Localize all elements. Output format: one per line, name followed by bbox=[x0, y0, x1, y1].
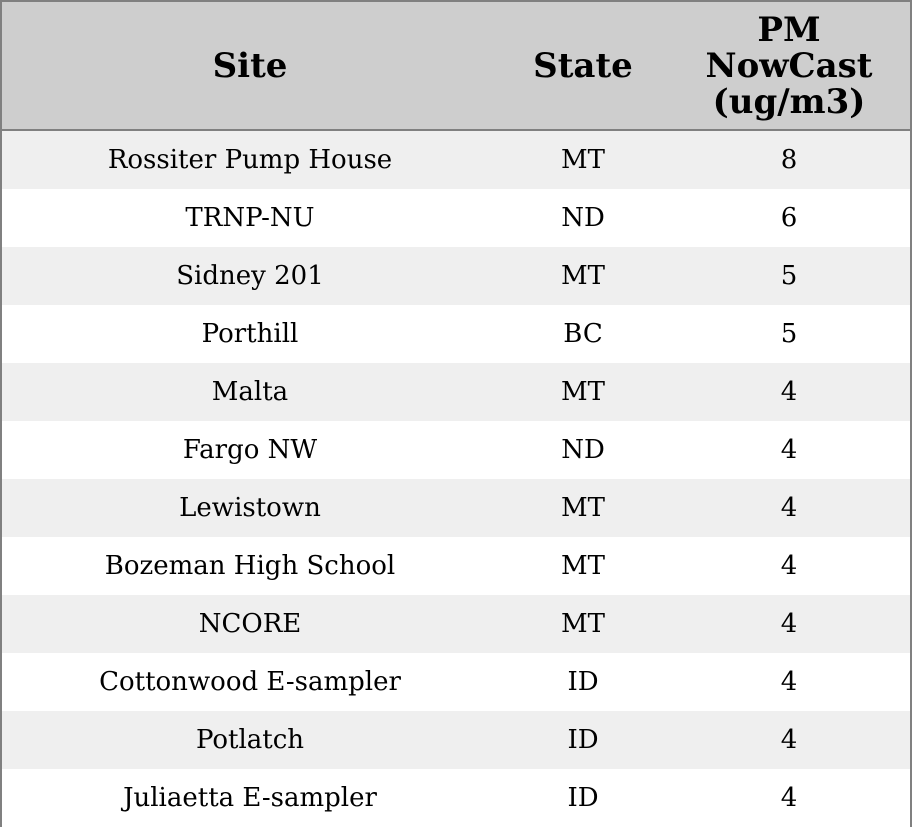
cell-state: MT bbox=[498, 537, 668, 595]
cell-site: TRNP-NU bbox=[2, 189, 498, 247]
cell-state: ND bbox=[498, 421, 668, 479]
cell-state: BC bbox=[498, 305, 668, 363]
cell-state: MT bbox=[498, 479, 668, 537]
table-row bbox=[2, 189, 910, 247]
table-row bbox=[2, 653, 910, 711]
pm-nowcast-table bbox=[2, 2, 910, 827]
cell-state: ND bbox=[498, 189, 668, 247]
cell-pm-nowcast: 4 bbox=[668, 363, 910, 421]
header-row bbox=[2, 2, 910, 130]
cell-pm-nowcast: 4 bbox=[668, 595, 910, 653]
cell-site: Sidney 201 bbox=[2, 247, 498, 305]
cell-site: Rossiter Pump House bbox=[2, 130, 498, 189]
cell-state: ID bbox=[498, 711, 668, 769]
cell-site: Cottonwood E-sampler bbox=[2, 653, 498, 711]
cell-state: MT bbox=[498, 595, 668, 653]
table-row bbox=[2, 769, 910, 827]
table-header bbox=[2, 2, 910, 130]
cell-site: Bozeman High School bbox=[2, 537, 498, 595]
table-row bbox=[2, 479, 910, 537]
cell-site: Fargo NW bbox=[2, 421, 498, 479]
cell-pm-nowcast: 4 bbox=[668, 769, 910, 827]
cell-pm-nowcast: 6 bbox=[668, 189, 910, 247]
cell-pm-nowcast: 8 bbox=[668, 130, 910, 189]
cell-pm-nowcast: 5 bbox=[668, 305, 910, 363]
table-row bbox=[2, 595, 910, 653]
table-row bbox=[2, 537, 910, 595]
cell-pm-nowcast: 4 bbox=[668, 421, 910, 479]
cell-site: Potlatch bbox=[2, 711, 498, 769]
cell-site: NCORE bbox=[2, 595, 498, 653]
table-row bbox=[2, 711, 910, 769]
cell-state: MT bbox=[498, 363, 668, 421]
table-row bbox=[2, 421, 910, 479]
cell-site: Porthill bbox=[2, 305, 498, 363]
cell-site: Lewistown bbox=[2, 479, 498, 537]
cell-state: ID bbox=[498, 769, 668, 827]
column-header-site: Site bbox=[2, 2, 498, 130]
table-row bbox=[2, 247, 910, 305]
table-row bbox=[2, 130, 910, 189]
cell-pm-nowcast: 4 bbox=[668, 479, 910, 537]
cell-pm-nowcast: 4 bbox=[668, 653, 910, 711]
column-header-pm-nowcast: PM NowCast (ug/m3) bbox=[668, 2, 910, 130]
cell-pm-nowcast: 5 bbox=[668, 247, 910, 305]
cell-state: MT bbox=[498, 130, 668, 189]
column-header-state: State bbox=[498, 2, 668, 130]
cell-state: ID bbox=[498, 653, 668, 711]
cell-pm-nowcast: 4 bbox=[668, 711, 910, 769]
cell-pm-nowcast: 4 bbox=[668, 537, 910, 595]
table-row bbox=[2, 305, 910, 363]
cell-site: Malta bbox=[2, 363, 498, 421]
cell-state: MT bbox=[498, 247, 668, 305]
cell-site: Juliaetta E-sampler bbox=[2, 769, 498, 827]
table-row bbox=[2, 363, 910, 421]
table-body bbox=[2, 130, 910, 827]
